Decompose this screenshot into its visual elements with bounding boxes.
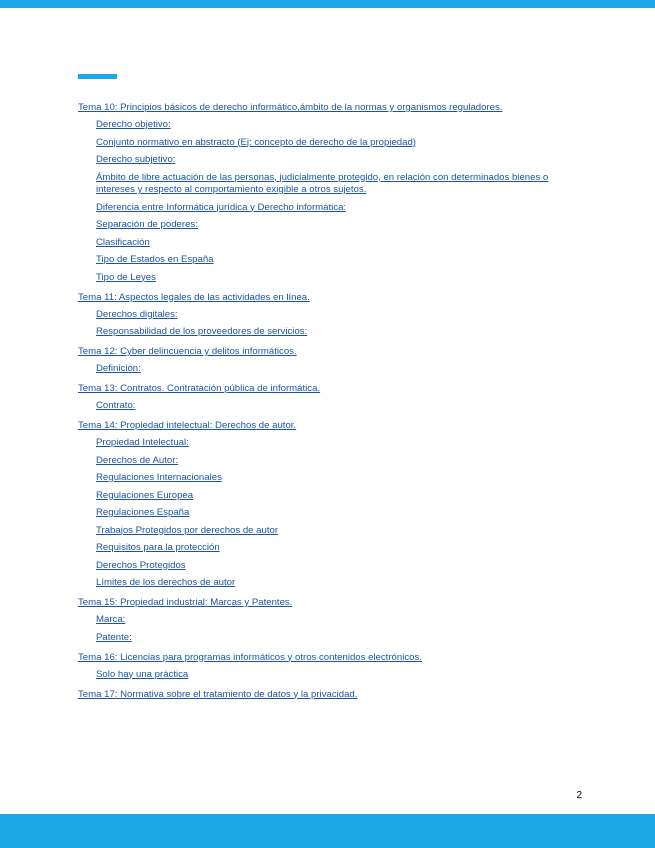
toc-section-link[interactable]: Tema 17: Normativa sobre el tratamiento de datos y la privacidad. [78,688,358,700]
toc-section [78,597,558,644]
toc-subitem-link[interactable]: Solo hay una práctica [96,668,189,680]
toc-section-link[interactable]: Tema 10: Principios básicos de derecho informático,ámbito de la normas y organismos reguladores. [78,102,503,113]
toc-section-link[interactable]: Tema 15: Propiedad industrial: Marcas y Patentes. [78,597,293,608]
toc-subitem-link[interactable]: Separación de poderes: [96,219,198,230]
toc-subitem-link[interactable]: Contrato: [96,400,136,411]
toc-subitem [96,202,558,215]
toc-subitem [96,309,558,322]
toc-subitem-link[interactable]: Responsabilidad de los proveedores de servicios: [96,326,308,337]
bottom-accent-bar [0,814,655,848]
top-accent-bar [0,0,655,8]
toc-subitem-link[interactable]: Clasificación [96,236,150,248]
page-number: 2 [576,790,582,801]
toc-subitem-link[interactable]: Derecho objetivo: [96,119,171,130]
toc-subitem [96,542,558,555]
toc-subitem [96,632,558,645]
toc-subitem-list [78,309,558,339]
toc-subitem-link[interactable]: Derecho subjetivo: [96,154,176,165]
toc-subitem [96,119,558,132]
toc-section [78,102,558,284]
toc-subitem-link[interactable]: Derechos digitales: [96,308,178,320]
toc-section-link[interactable]: Tema 11: Aspectos legales de las actividades en línea. [78,291,310,303]
toc-subitem-list [78,614,558,644]
toc-subitem [96,154,558,167]
toc-subitem [96,326,558,339]
toc-subitem-link[interactable]: Tipo de Estados en España [96,254,214,265]
toc-subitem-link[interactable]: Marca: [96,614,126,625]
toc-section-link[interactable]: Tema 13: Contratos. Contratación pública de informática. [78,383,321,394]
toc-subitem [96,437,558,450]
toc-section [78,689,558,702]
toc-subitem-link[interactable]: Regulaciones Europea [96,489,194,501]
toc-subitem-list [78,669,558,682]
toc-subitem [96,254,558,267]
toc-subitem [96,525,558,538]
toc-subitem [96,363,558,376]
toc-subitem-link[interactable]: Diferencia entre Informática jurídica y Derecho informática: [96,201,347,213]
toc-subitem-list [78,119,558,284]
toc-subitem-link[interactable]: Tipo de Leyes [96,271,156,283]
toc-subitem [96,137,558,150]
toc-section [78,420,558,590]
toc-subitem-link[interactable]: Patente: [96,631,132,643]
toc-section [78,346,558,376]
toc-subitem-list [78,400,558,413]
toc-subitem [96,669,558,682]
toc-section [78,652,558,682]
toc-subitem-link[interactable]: Definición: [96,363,141,374]
toc-subitem-link[interactable]: Trabajos Protegidos por derechos de autor [96,524,279,536]
toc-subitem-link[interactable]: Ámbito de libre actuación de las personas, judicialmente protegido, en relación con determinados bienes o intereses y respecto al comportamiento exigible a otros sujetos. [96,171,549,195]
toc-subitem-list [78,437,558,590]
toc-subitem-link[interactable]: Propiedad Intelectual: [96,437,189,448]
accent-dash [78,74,117,79]
toc-section-link[interactable]: Tema 12: Cyber delincuencia y delitos informáticos. [78,346,297,357]
toc-subitem-list [78,363,558,376]
table-of-contents [78,102,558,709]
toc-subitem [96,490,558,503]
toc-subitem [96,577,558,590]
toc-section [78,292,558,339]
toc-subitem [96,614,558,627]
toc-subitem [96,455,558,468]
toc-subitem-link[interactable]: Límites de los derechos de autor [96,577,236,588]
toc-subitem-link[interactable]: Regulaciones España [96,507,190,518]
toc-subitem-link[interactable]: Requisitos para la protección [96,542,220,553]
toc-subitem [96,272,558,285]
toc-subitem-link[interactable]: Conjunto normativo en abstracto (Ej: concepto de derecho de la propiedad) [96,136,416,148]
toc-section [78,383,558,413]
toc-section-link[interactable]: Tema 14: Propiedad intelectual: Derechos de autor. [78,420,297,431]
toc-subitem [96,219,558,232]
toc-subitem [96,237,558,250]
toc-subitem [96,472,558,485]
toc-subitem-link[interactable]: Regulaciones Internacionales [96,472,222,483]
toc-subitem [96,172,558,197]
toc-subitem-link[interactable]: Derechos Protegidos [96,559,186,571]
toc-subitem [96,400,558,413]
toc-subitem [96,507,558,520]
toc-section-link[interactable]: Tema 16: Licencias para programas informáticos y otros contenidos electrónicos. [78,651,422,663]
toc-subitem [96,560,558,573]
toc-subitem-link[interactable]: Derechos de Autor: [96,454,179,466]
